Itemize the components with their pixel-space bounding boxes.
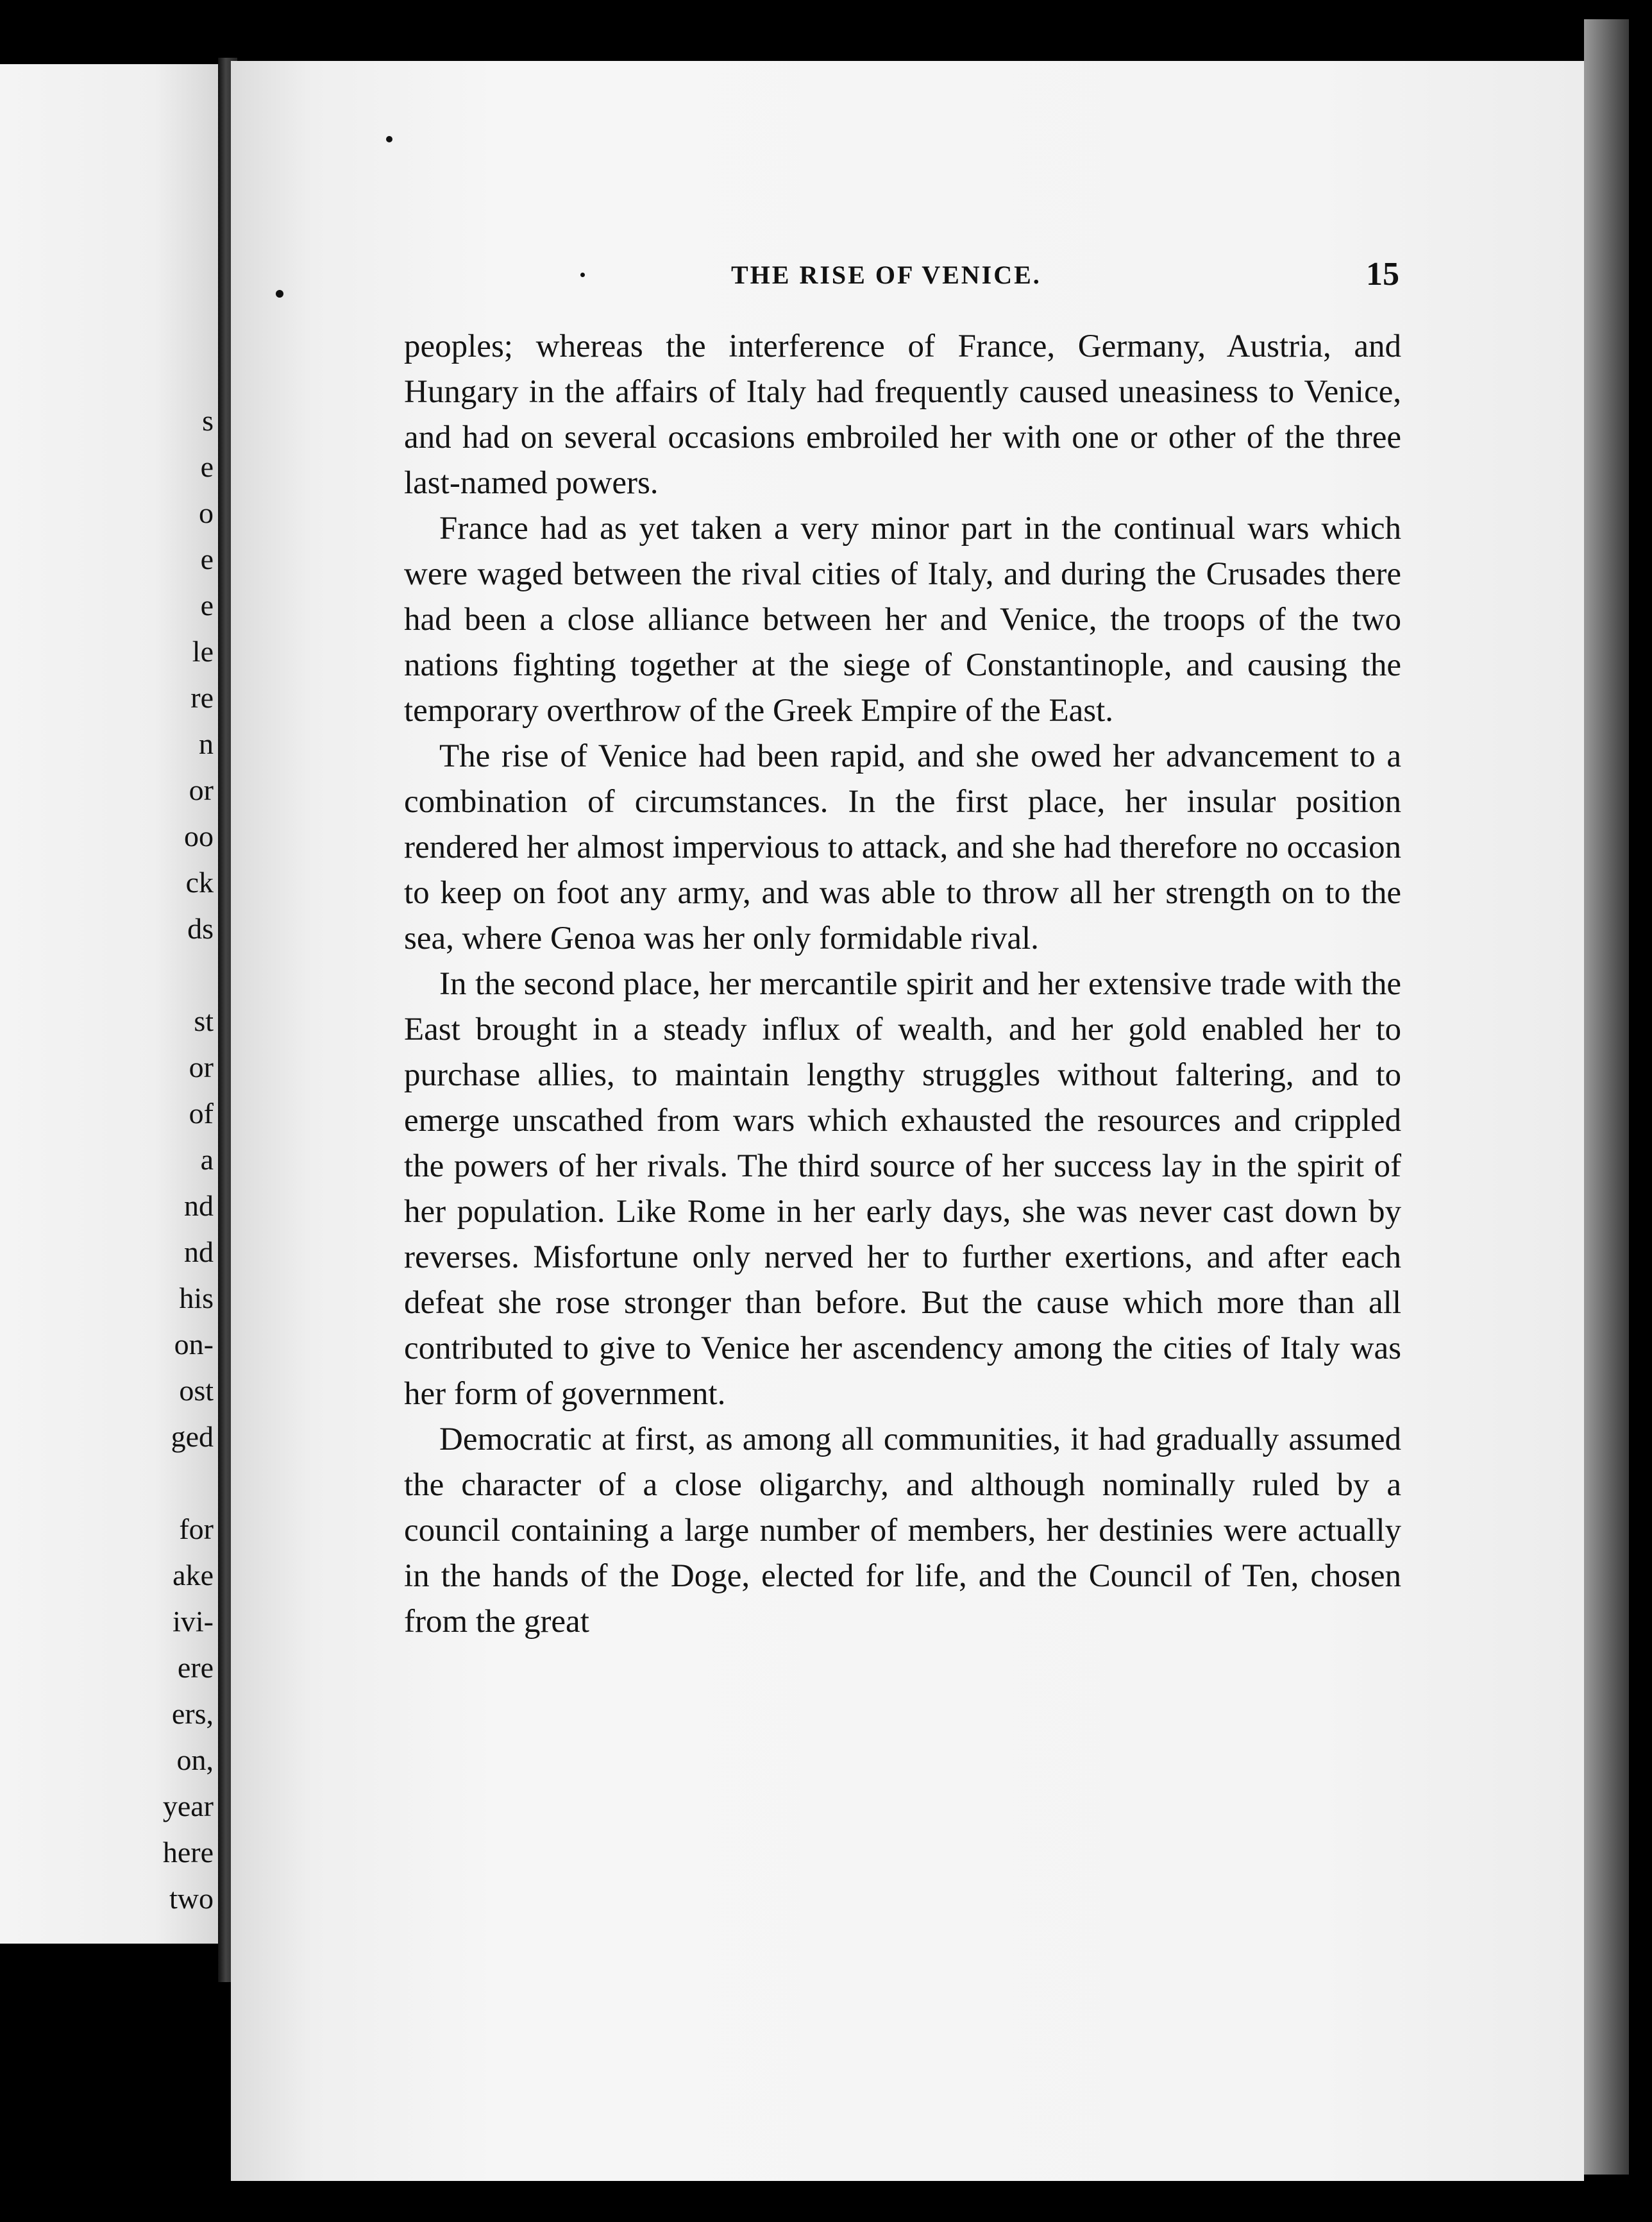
running-head-title: THE RISE OF VENICE.: [731, 260, 1041, 289]
left-fragment-line: oo: [184, 820, 214, 852]
paper-speck: [276, 290, 283, 298]
left-fragment-line: n: [199, 727, 214, 760]
left-fragment-line: for: [179, 1513, 214, 1545]
page-number: 15: [1366, 256, 1399, 293]
left-fragment-line: re: [190, 681, 214, 714]
paper-speck: [580, 273, 585, 277]
page-block-edge: [1584, 19, 1629, 2175]
left-fragment-line: two: [169, 1882, 214, 1915]
paragraph: peoples; whereas the interference of France, Germany, Austria, and Hungary in the affairs of Italy had frequently caused uneasiness to Venice, and had on several occasions embroiled her with one or other of the three last-named powers.: [404, 328, 1401, 501]
paragraph: Democratic at first, as among all communities, it had gradually assumed the character of a close oligarchy, and although nominally ruled by a council containing a large number of members, her destinies were actually in the hands of the Doge, elected for life, and the Council of Ten, chosen from the great: [404, 1421, 1401, 1640]
left-fragment-line: ers,: [171, 1697, 214, 1730]
left-fragment-line: ck: [185, 866, 214, 899]
left-fragment-line: of: [189, 1097, 214, 1130]
left-fragment-line: or: [189, 1051, 214, 1083]
left-fragment-line: or: [189, 774, 214, 806]
left-fragment-line: e: [200, 589, 214, 622]
left-fragment-line: ged: [171, 1420, 214, 1453]
left-fragment-line: s: [202, 404, 214, 437]
left-fragment-line: ake: [173, 1559, 214, 1591]
left-fragment-line: nd: [184, 1235, 214, 1268]
left-fragment-line: year: [162, 1790, 214, 1822]
left-fragment-line: a: [200, 1143, 214, 1176]
left-fragment-line: nd: [184, 1189, 214, 1222]
left-page-text-fragments: [137, 398, 214, 1922]
left-fragment-line: st: [194, 1005, 214, 1037]
left-fragment-line: e: [200, 543, 214, 575]
left-fragment-line: ivi-: [173, 1605, 214, 1638]
left-fragment-line: his: [179, 1282, 214, 1314]
paragraph: In the second place, her mercantile spirit and her extensive trade with the East brought in a steady influx of wealth, and her gold enabled her to purchase allies, to maintain lengthy struggles without faltering, and to emerge unscathed from wars which exhausted the resources and crippled the powers of her rivals. The third source of her success lay in the spirit of her population. Like Rome in her early days, she was never cast down by reverses. Misfortune only nerved her to further exertions, and after each defeat she rose stronger than before. But the cause which more than all contributed to give to Venice her ascendency among the cities of Italy was her form of government.: [404, 966, 1401, 1412]
left-fragment-gap: [137, 952, 214, 998]
left-fragment-line: le: [192, 635, 214, 668]
paper-speck: [386, 136, 392, 142]
left-fragment-line: o: [199, 496, 214, 529]
left-fragment-line: ds: [187, 912, 214, 945]
left-fragment-line: here: [162, 1836, 214, 1869]
body-text: [404, 324, 1401, 1645]
paragraph: France had as yet taken a very minor part in the continual wars which were waged between the rival cities of Italy, and during the Crusades there had been a close alliance between her and Venice, the troops of the two nations fighting together at the siege of Constantinople, and causing the temporary overthrow of the Greek Empire of the East.: [404, 511, 1401, 729]
left-fragment-line: on,: [176, 1743, 214, 1776]
left-fragment-gap: [137, 1460, 214, 1506]
left-facing-page: [0, 64, 221, 1944]
paragraph: The rise of Venice had been rapid, and she owed her advancement to a combination of circumstances. In the first place, her insular position rendered her almost impervious to attack, and she had therefore no occasion to keep on foot any army, and was able to throw all her strength on to the sea, where Genoa was her only formidable rival.: [404, 738, 1401, 956]
left-fragment-line: e: [200, 450, 214, 483]
left-fragment-line: ost: [179, 1374, 214, 1407]
left-fragment-line: ere: [177, 1651, 214, 1684]
left-fragment-line: on-: [174, 1328, 214, 1361]
